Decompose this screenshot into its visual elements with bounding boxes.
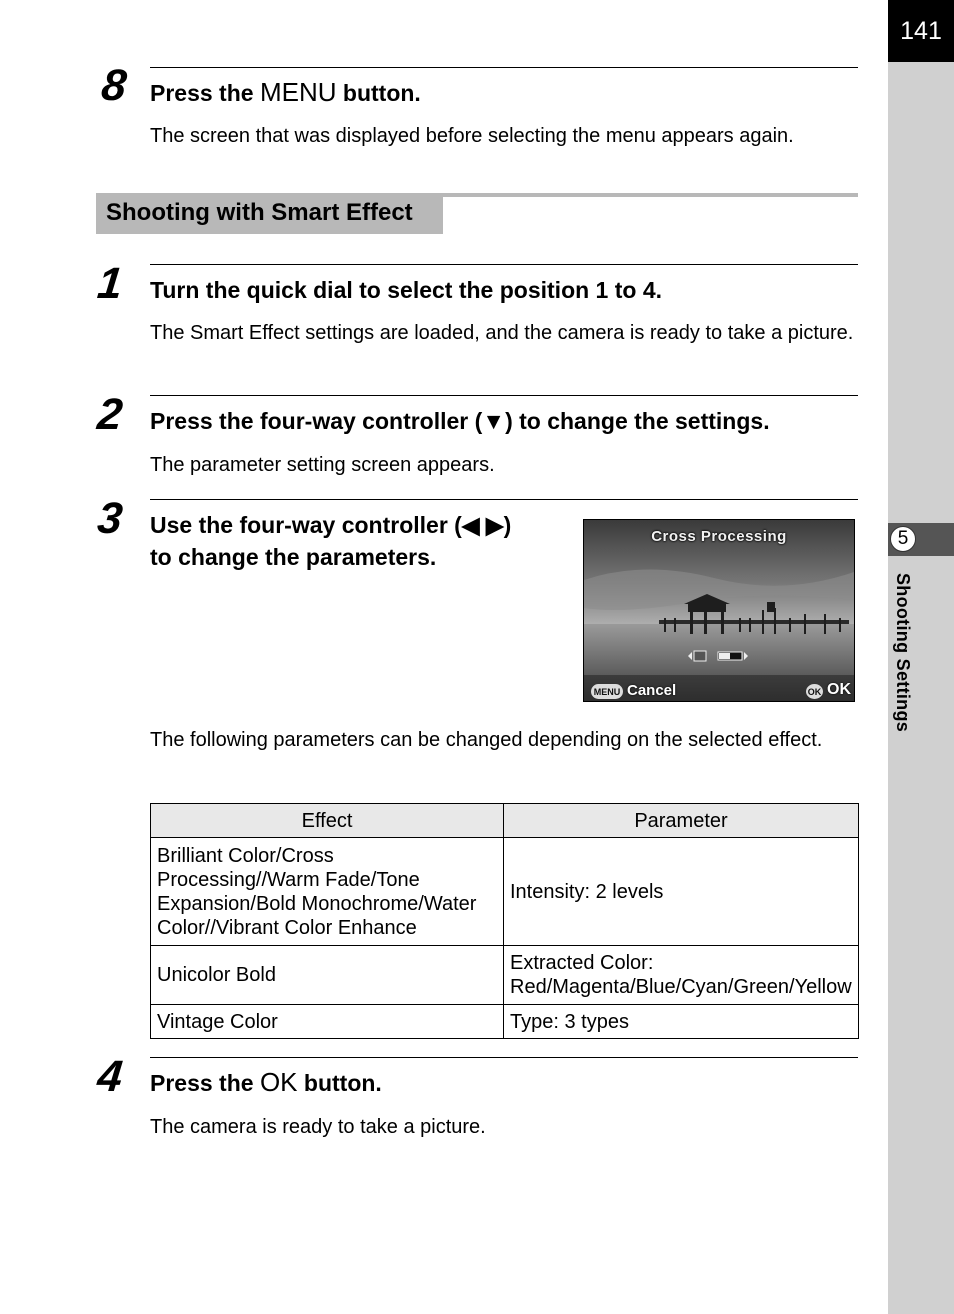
table-row (151, 1005, 859, 1039)
table-cell-parameter: Extracted Color: Red/Magenta/Blue/Cyan/Green/Yellow (504, 946, 859, 1005)
step-title: Press the OK button. (150, 1067, 382, 1097)
camera-screen (583, 519, 855, 702)
table-cell-effect: Vintage Color (151, 1005, 504, 1039)
parameter-slider-icon (688, 651, 748, 661)
table-header: Effect (151, 804, 504, 838)
ok-key-icon: OK (806, 684, 823, 699)
table-cell-parameter: Type: 3 types (504, 1005, 859, 1039)
step-number: 1 (95, 259, 125, 308)
menu-key-icon: MENU (591, 684, 623, 699)
table-cell-parameter: Intensity: 2 levels (504, 838, 859, 946)
seascape-preview-image (584, 520, 854, 701)
step-number: 4 (95, 1052, 125, 1101)
step-number: 3 (95, 494, 125, 543)
step-text: The parameter setting screen appears. (150, 454, 495, 476)
screen-ok-label: OK (827, 681, 851, 698)
step-title: Use the four-way controller (◀ ▶) to change the parameters. (150, 512, 512, 570)
step-divider (150, 264, 858, 265)
menu-key-label: MENU (259, 77, 337, 107)
step-text: The Smart Effect settings are loaded, and the camera is ready to take a picture. (150, 322, 854, 344)
step-divider (150, 1057, 858, 1058)
table-header-row (151, 804, 859, 838)
step-title: Turn the quick dial to select the position 1 to 4. (150, 277, 663, 303)
step-divider (150, 499, 858, 500)
step-text: The following parameters can be changed depending on the selected effect. (150, 729, 823, 751)
chapter-number: 5 (890, 526, 916, 552)
table-header: Parameter (504, 804, 859, 838)
step-title: Press the four-way controller (▼) to change the settings. (150, 408, 770, 434)
ok-key-label: OK (259, 1067, 298, 1097)
screen-cancel-label: Cancel (627, 682, 677, 699)
section-title: Shooting with Smart Effect (106, 199, 413, 226)
step-number: 8 (99, 61, 129, 110)
step-title: Press the MENU button. (150, 77, 421, 107)
step-text: The camera is ready to take a picture. (150, 1116, 486, 1138)
screen-effect-title: Cross Processing (651, 528, 787, 545)
step-text: The screen that was displayed before selecting the menu appears again. (150, 125, 794, 147)
table-row (151, 838, 859, 946)
table-cell-effect: Unicolor Bold (151, 946, 504, 1005)
table-cell-effect: Brilliant Color/Cross Processing//Warm Fade/Tone Expansion/Bold Monochrome/Water Color//Vibrant Color Enhance (151, 838, 504, 946)
chapter-title: Shooting Settings (893, 573, 913, 733)
step-number: 2 (95, 390, 125, 439)
step-divider (150, 395, 858, 396)
step-divider (150, 67, 858, 68)
page-number: 141 (888, 0, 954, 62)
parameters-table (150, 803, 859, 1039)
table-row (151, 946, 859, 1005)
